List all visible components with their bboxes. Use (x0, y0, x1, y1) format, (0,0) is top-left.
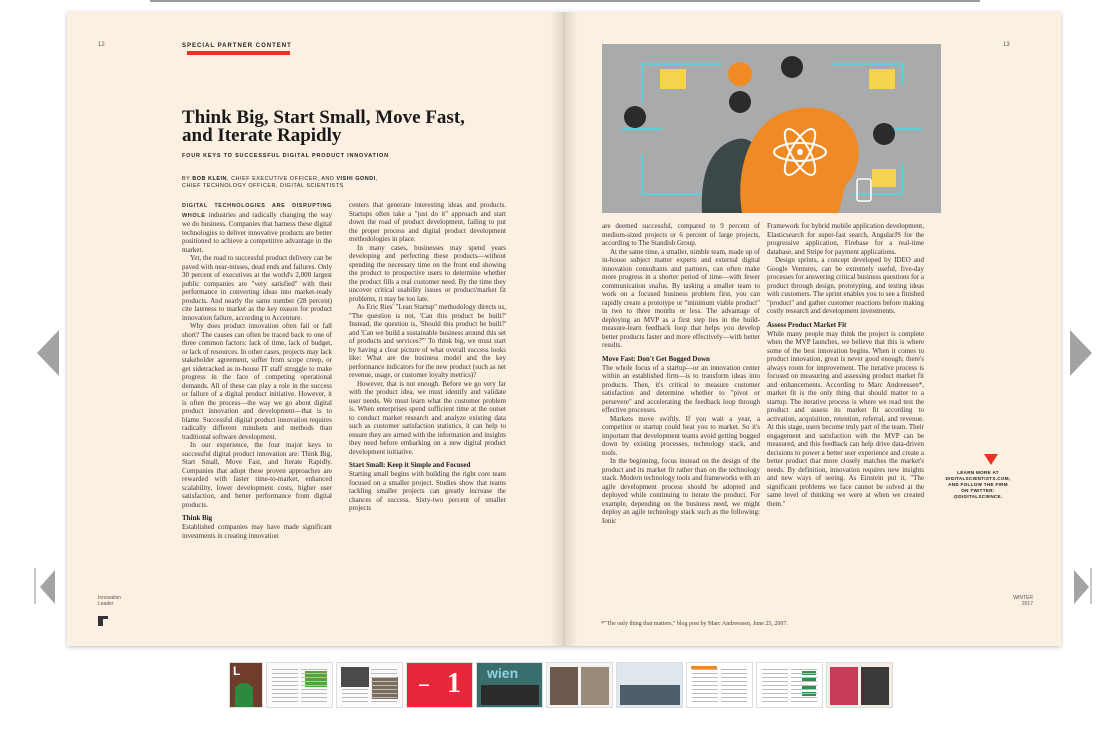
left-page-number: 12 (98, 42, 105, 48)
thumbnail-page[interactable] (756, 662, 823, 708)
thumbnail-strip (229, 662, 893, 708)
section-accent-rule (187, 51, 290, 55)
learn-more-callout: LEARN MORE AT DIGITALSCIENTISTS.COM, AND FOLLOW THE FIRM ON TWITTER: @DIGITALSCIENCE. (945, 470, 1011, 499)
first-page-arrow-icon[interactable] (40, 570, 55, 604)
thumbnail-page[interactable] (546, 662, 613, 708)
article-column-2: centers that generate interesting ideas and products. Startups often take a "just do it" approach and start down the road of product development, failing to put the proper process and digital product development methodologies in place. In many cases, businesses may spend years developing and perfecting these products—without spending the necessary time on the front end showing the product to prospective users to determine whether the product fills a real customer need. By the time they uncover critical usability issues or product/market fit problems, it may be too late. As Eric Ries' "Lean Startup" methodology directs us, "The question is not, 'Can this product be built?' Instead, the question is, 'Should this product be built?' and 'Can we build a sustainable business around this set of products and services?'" To think big, we must start by having a clear picture of what overall success looks like: What are the business model and the key performance indicators for the new product (such as net revenue, usage, or customer loyalty metrics)? However, that is not enough. Before we go very far with the product idea, we must identify and validate user needs. We must learn what the customer problem is. When enterprises spend sufficient time at the outset to conduct market research and analyze existing data such as customer satisfaction statistics, it can help to ensure they are armed with the information and insights they need before embarking on a new digital product development initiative. Start Small: Keep it Simple and Focused Starting small begins with building the right core team focused on a smaller project. Studies show that teams tackling smaller projects can greatly increase the chances of success. Sixty-two percent of smaller projects (349, 201, 506, 512)
article-subtitle: FOUR KEYS TO SUCCESSFUL DIGITAL PRODUCT INNOVATION (182, 153, 389, 159)
thumbnail-cover[interactable] (229, 662, 263, 708)
right-page-number: 13 (1003, 42, 1010, 48)
author-name: VISHI GONDI (336, 176, 376, 182)
page-gutter (550, 12, 578, 646)
thumbnail-page[interactable]: ▬▬ 1 (406, 662, 473, 708)
next-page-arrow-icon[interactable] (1070, 330, 1092, 376)
thumbnail-page[interactable] (826, 662, 893, 708)
article-column-3: are deemed successful, compared to 9 percent of medium-sized projects or 6 percent of large projects, according to The Standish Group. At the same time, a smaller, nimble team, made up of in-house subject matter experts and external digital innovation consultants and partners, can often make more progress in a shorter period of time—with fewer communication snafus. By tasking a smaller team to work on a focused business problem first, you can rapidly create a prototype or "minimum viable product" in two to three months or less. The advantage of deploying an MVP as a first step lies in the build-measure-learn feedback loop that helps you develop better products faster and more effectively—with better results. Move Fast: Don't Get Bogged Down The whole focus of a startup—or an innovation center within an established firm—is to transform ideas into products. Then, it's critical to measure customer satisfaction and determine whether to "pivot or persevere" and accelerating the feedback loop through effective processes. Markets move swiftly. If you wait a year, a competitor or startup could beat you to market. So it's important that development teams avoid getting bogged down by existing processes, technology stack, and tools. In the beginning, focus instead on the design of the product and its market fit rather than on the technology stack. Modern technology tools and frameworks with an agile development process should be adopted and deployed while continuing to iterate the product. For example, depending on the business need, we might deploy an agile technology stack such as the following: Ionic (602, 222, 760, 525)
innovation-illustration (602, 44, 941, 213)
article-title: Think Big, Start Small, Move Fast, and Iterate Rapidly (182, 107, 465, 146)
author-name: BOB KLEIN (192, 176, 228, 182)
thumbnail-page[interactable] (336, 662, 403, 708)
thumbnail-page[interactable] (686, 662, 753, 708)
thumbnail-page[interactable] (616, 662, 683, 708)
magazine-spread[interactable] (67, 12, 1061, 646)
section-label: SPECIAL PARTNER CONTENT (182, 43, 292, 49)
section-heading: Assess Product Market Fit (767, 320, 847, 329)
section-heading: Think Big (182, 514, 213, 522)
footnote: *"The only thing that matters," blog post by Marc Andreessen, June 25, 2007. (601, 621, 788, 627)
callout-arrow-icon (984, 454, 998, 465)
previous-page-arrow-icon[interactable] (37, 330, 59, 376)
thumbnail-page[interactable] (266, 662, 333, 708)
footer-issue: WINTER 2017 (1013, 595, 1033, 607)
section-heading: Start Small: Keep it Simple and Focused (349, 461, 471, 469)
top-divider (150, 0, 980, 2)
thumbnail-badge: 1 (447, 668, 461, 699)
article-column-4: Framework for hybrid mobile application development, Elasticsearch for super-fast search, AngularJS for the progressive application, Firebase for a real-time database, and Stripe for payment applications. Design sprints, a concept developed by IDEO and Google Ventures, can be extremely useful, five-day processes for answering critical business questions for a product through design, prototyping, and testing ideas with customers. The sprint enables you to see a finished "product" and gather customer reactions before making costly research and development investments. Assess Product Market Fit While many people may think the project is complete when the MVP launches, we believe that this is where some of the best innovation begins. When it comes to product innovation, great is never good enough; there's always room for improvement. The iterative process is focused on measuring and assessing product market fit and enhancements. According to Marc Andreessen*, market fit is the only thing that should matter to a startup. The iterative process is where we read test the product and assess its market fit according to activation, acquisition, retention, referral, and revenue. At this stage, users become truly part of the team. Their engagement and satisfaction with the MVP can be measured, and this feedback can help drive data-driven decisions to power a better user experience and create a better product that more closely matches the market's needs. By definition, innovation requires new insights and new ways of seeing. As Einstein put it, "The significant problems we face cannot be solved at the same level of thinking we were at when we created them." (767, 222, 924, 508)
byline: BY BOB KLEIN, CHIEF EXECUTIVE OFFICER, AND VISHI GONDI, CHIEF TECHNOLOGY OFFICER, DIGITAL SCIENTISTS (182, 176, 378, 189)
last-page-bar (1090, 568, 1092, 604)
thumbnail-page[interactable] (476, 662, 543, 708)
article-column-1: DIGITAL TECHNOLOGIES ARE DISRUPTING WHOLE industries and radically changing the way we do business. Companies that harness these digital technologies to deliver innovative products are better positioned to achieve a competitive advantage in the market. Yet, the road to successful product delivery can be paved with near-misses, dead ends and failures. Only 30 percent of executives at the world's 2,000 largest public companies are "very satisfied" with their performance in converting ideas into market-ready products. And nearly the same number (28 percent) cite lateness to market as the key reason for product innovation failure, according to Accenture. Why does product innovation often fail or fall short? The causes can often be traced back to one of three common factors: lack of time, lack of budget, or lack of resources. In other cases, projects may lack stakeholder agreement, suffer from scope creep, or get sidetracked as in-house IT staff struggle to make progress in the face of competing operational demands. All of these can play a role in the success or failure of a digital product initiative. However, it is often the process—the way we go about digital product innovation and development—that is to blame. Successful digital product innovation requires radically different mindsets and methods than traditional software development. In our experience, the four major keys to successful digital product innovation are: Think Big, Start Small, Move Fast, and Iterate Rapidly. Companies that adopt these proven approaches are rewarded with faster time-to-market, enhanced scalability, lower development costs, higher user satisfaction, and better performance from digital products. Think Big Established companies may have made significant investments in creating innovation (182, 203, 332, 540)
first-page-bar (34, 568, 36, 604)
section-heading: Move Fast: Don't Get Bogged Down (602, 354, 710, 363)
footer-publication: Innovation Leader (98, 595, 122, 607)
thumbnail-word: wien (487, 665, 519, 681)
last-page-arrow-icon[interactable] (1074, 570, 1089, 604)
publication-logo-icon (98, 616, 108, 626)
